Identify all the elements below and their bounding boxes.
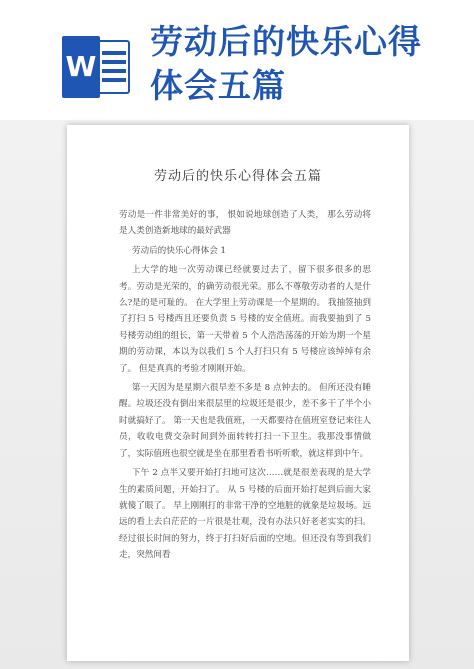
paragraph-body: 上大学的地一次劳动课已经就要过去了，留下很多很多的思考。劳动是光荣的，的确劳动很光荣。那么不尊敬劳动者的人是什么?是的是可耻的。 在大学里上劳动课是一个星期的。 我抽签抽到了打扫 5 号楼西且还要负责 5 号楼的安全值班。而我要抽到了 5 号楼劳动组的组长，第一天带着 5 个人浩浩荡荡的开始为期一个星期的劳动课，本以为以我们 5 个人打扫只有 5 号楼应该绰绰有余了。 但是真真的考验才刚刚开始。 xyxy=(119,265,371,374)
header-banner xyxy=(0,0,474,120)
word-icon xyxy=(62,36,132,96)
banner-title-line2: 体会五篇 xyxy=(150,66,286,105)
word-letter-badge: W xyxy=(62,36,100,98)
paragraph-intro: 劳动是一件非常美好的事， 恨如说地球创造了人类， 那么劳动将是人类创造新地球的最好武器 xyxy=(119,210,371,237)
paragraph-heading: 劳动后的快乐心得体会 1 xyxy=(131,245,227,256)
document-body xyxy=(119,207,371,567)
document-page xyxy=(67,125,409,661)
paragraph-body: 第一天因为是星期六很早差不多是 8 点钟去的。 但所还没有睡醒。垃圾还没有倒出来很层里的垃圾还是很少，差不多干了半个小时就搞好了。 第一天也是我值班，一天都要待在值班室登记来往人员，收收电费交杂时间到外面转转打扫一下卫生。我那没事情做了，实际值班也很空就是坐在那里看看书听听歌，就这样到中午。 xyxy=(119,383,371,459)
paragraph-body: 下午 2 点半又要开始打扫地可这次……就是很差表现的是大学生的素质问题，开始扫了。 从 5 号楼的后面开始打起到后面大家就傻了眼了。 早上刚刚打的非常干净的空地脏的就象是垃圾场。远远的看上去白茫茫的一片很是壮观，没有办法只好老老实实的扫。 经过很长时间的努力，终于打扫好后面的空地。但还没有等到我们走，突然间看 xyxy=(119,468,371,561)
document-title: 劳动后的快乐心得体会五篇 xyxy=(153,169,322,184)
banner-title-line1: 劳动后的快乐心得 xyxy=(150,22,422,61)
banner-title xyxy=(150,20,470,108)
